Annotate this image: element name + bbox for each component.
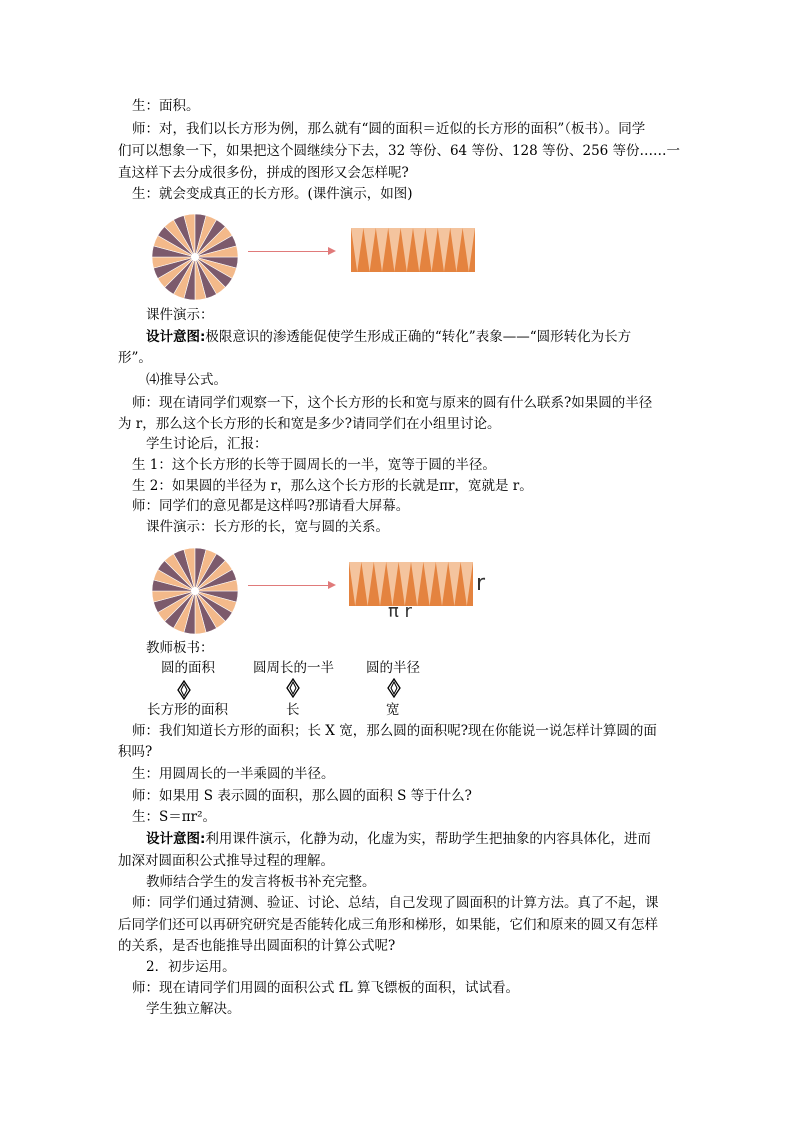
rectangle-figure-2 — [349, 562, 473, 606]
speaker: 生 2： — [132, 478, 172, 494]
text: 现在请同学们观察一下，这个长方形的长和宽与原来的圆有什么联系?如果圆的半径 — [159, 395, 653, 411]
text: 现在请同学们用圆的面积公式 fL 算飞镖板的面积，试试看。 — [159, 980, 520, 996]
text: 面积。 — [159, 98, 200, 114]
text: 为 r，那么这个长方形的长和宽是多少?请同学们在小组里讨论。 — [118, 416, 501, 432]
line-3 — [118, 163, 678, 183]
line-21 — [132, 807, 692, 827]
text: 学生讨论后，汇报： — [146, 436, 268, 452]
speaker: 师： — [132, 498, 159, 514]
rect-teeth-1 — [351, 228, 475, 272]
text: 直这样下去分成很多份，拼成的图形又会怎样呢? — [118, 165, 409, 181]
line-6 — [146, 327, 706, 347]
line-22 — [146, 829, 706, 849]
text: S＝πr²。 — [159, 809, 216, 825]
board-top-2: 圆的半径 — [366, 660, 420, 676]
text: 我们知道长方形的面积；长 X 宽，那么圆的面积呢?现在你能说一说怎样计算圆的面 — [159, 723, 657, 739]
line-30 — [146, 999, 706, 1019]
line-25 — [132, 893, 692, 913]
length-pi-r-label: π r — [388, 601, 412, 622]
line-10 — [118, 414, 678, 434]
text: 如果圆的半径为 r，那么这个长方形的长就是πr，宽就是 r。 — [171, 478, 533, 494]
speaker: 生： — [132, 186, 159, 202]
circle-sectors-1 — [152, 214, 238, 300]
speaker: 师： — [132, 980, 159, 996]
line-9 — [132, 393, 692, 413]
speaker: 生： — [132, 98, 159, 114]
speaker: 师： — [132, 121, 159, 137]
text: 对，我们以长方形为例，那么就有“圆的面积＝近似的长方形的面积”（板书）。同学 — [159, 121, 646, 137]
line-0 — [132, 96, 692, 116]
text: 后同学们还可以再研究研究是否能转化成三角形和梯形，如果能，它们和原来的圆又有怎样 — [118, 917, 658, 933]
text: 课件演示： — [146, 307, 214, 323]
arrow-head-1 — [328, 247, 336, 255]
line-14 — [132, 496, 692, 516]
circle-figure-2 — [150, 546, 240, 636]
arrow-head-2 — [328, 581, 336, 589]
line-23 — [118, 851, 678, 871]
line-1 — [132, 119, 692, 139]
line-7 — [118, 348, 678, 368]
line-19 — [132, 764, 692, 784]
text: 形”。 — [118, 350, 152, 366]
text: 这个长方形的长等于圆周长的一半，宽等于圆的半径。 — [171, 457, 496, 473]
width-r-label: r — [476, 571, 486, 596]
rect-teeth-2 — [349, 562, 473, 606]
line-16 — [146, 638, 706, 658]
speaker: 师： — [132, 788, 159, 804]
board-bottom-2: 宽 — [386, 702, 400, 718]
text: 们可以想象一下，如果把这个圆继续分下去，32 等份、64 等份、128 等份、256 等份……一 — [118, 143, 681, 159]
line-17 — [132, 721, 692, 741]
text: 教师结合学生的发言将板书补充完整。 — [146, 874, 376, 890]
equivalence-diamond-icon — [286, 678, 300, 698]
text: 极限意识的渗透能促使学生形成正确的“转化”表象——“圆形转化为长方 — [205, 329, 632, 345]
text: 2．初步运用。 — [146, 959, 236, 975]
board-top-0: 圆的面积 — [161, 660, 215, 676]
text: 的关系，是否也能推导出圆面积的计算公式呢? — [118, 938, 396, 954]
line-29 — [132, 978, 692, 998]
board-bottom-1: 长 — [286, 702, 300, 718]
equivalence-diamond-icon — [387, 678, 401, 698]
line-24 — [146, 872, 706, 892]
line-8 — [146, 370, 706, 390]
line-5 — [146, 305, 706, 325]
text: 就会变成真正的长方形。(课件演示，如图) — [159, 186, 413, 202]
arrow-line-1 — [248, 251, 330, 252]
rectangle-figure-1 — [351, 228, 475, 272]
board-top-1: 圆周长的一半 — [253, 660, 334, 676]
circle-sectors-2 — [152, 548, 238, 634]
line-12 — [132, 455, 692, 475]
speaker: 师： — [132, 395, 159, 411]
speaker: 生： — [132, 766, 159, 782]
speaker: 师： — [132, 895, 159, 911]
circle-center — [191, 587, 199, 595]
speaker: 生 1： — [132, 457, 172, 473]
text: 用圆周长的一半乘圆的半径。 — [159, 766, 335, 782]
design-intent-label: 设计意图: — [146, 329, 206, 345]
speaker: 生： — [132, 809, 159, 825]
line-26 — [118, 915, 678, 935]
text: 同学们的意见都是这样吗?那请看大屏幕。 — [159, 498, 410, 514]
text: 教师板书： — [146, 640, 214, 656]
line-27 — [118, 936, 678, 956]
text: 加深对圆面积公式推导过程的理解。 — [118, 853, 334, 869]
text: ⑷推导公式。 — [146, 372, 227, 388]
text: 积吗? — [118, 744, 153, 760]
text: 如果用 S 表示圆的面积，那么圆的面积 S 等于什么? — [159, 788, 472, 804]
design-intent-label: 设计意图: — [146, 831, 206, 847]
circle-center — [191, 253, 199, 261]
line-18 — [118, 742, 678, 762]
text: 课件演示：长方形的长，宽与圆的关系。 — [146, 519, 389, 535]
line-11 — [146, 434, 706, 454]
line-2 — [118, 141, 681, 161]
circle-figure-1 — [150, 212, 240, 302]
line-20 — [132, 786, 692, 806]
text: 学生独立解决。 — [146, 1001, 241, 1017]
line-28 — [146, 957, 706, 977]
board-bottom-0: 长方形的面积 — [147, 702, 228, 718]
equivalence-diamond-icon — [177, 680, 191, 700]
line-15 — [146, 517, 706, 537]
arrow-line-2 — [248, 585, 330, 586]
text: 同学们通过猜测、验证、讨论、总结，自己发现了圆面积的计算方法。真了不起，课 — [159, 895, 659, 911]
line-13 — [132, 476, 692, 496]
text: 利用课件演示，化静为动，化虚为实，帮助学生把抽象的内容具体化，进而 — [205, 831, 651, 847]
speaker: 师： — [132, 723, 159, 739]
line-4 — [132, 184, 692, 204]
